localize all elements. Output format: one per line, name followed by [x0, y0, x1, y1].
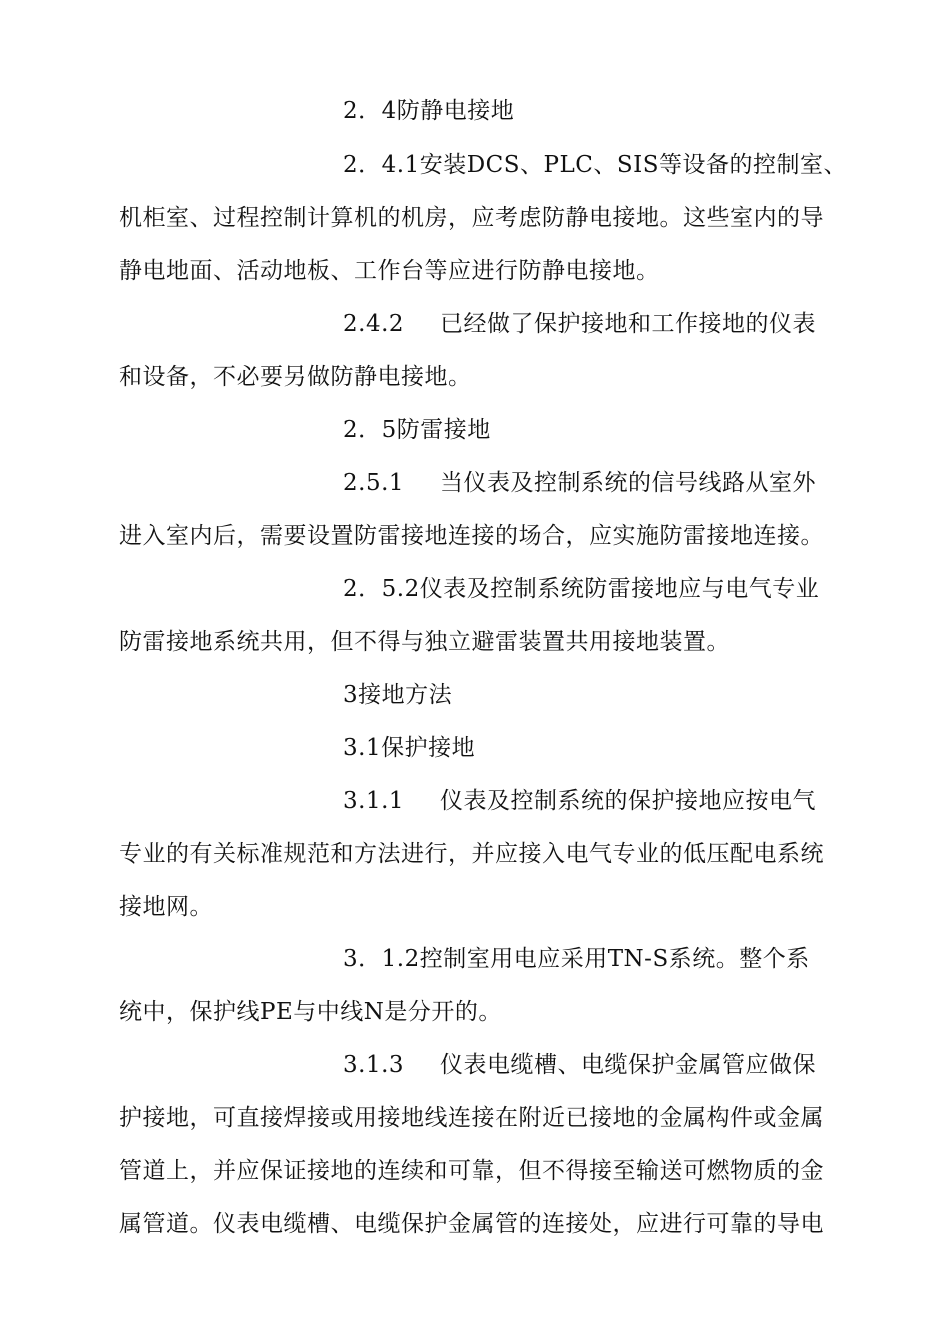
- paragraph-3-1-2-line-2: 统中，保护线PE与中线N是分开的。: [119, 999, 502, 1025]
- clause-text: 仪表电缆槽、电缆保护金属管应做保: [440, 1052, 817, 1078]
- paragraph-2-4-1-line-3: 静电地面、活动地板、工作台等应进行防静电接地。: [119, 258, 660, 284]
- paragraph-2-5-2-line-1: 2．5.2仪表及控制系统防雷接地应与电气专业: [343, 576, 820, 602]
- paragraph-3-1-1-line-2: 专业的有关标准规范和方法进行，并应接入电气专业的低压配电系统: [119, 841, 824, 867]
- clause-text: 当仪表及控制系统的信号线路从室外: [440, 470, 817, 496]
- paragraph-2-4-2-line-2: 和设备，不必要另做防静电接地。: [119, 364, 472, 390]
- clause-text: 已经做了保护接地和工作接地的仪表: [440, 311, 817, 337]
- paragraph-2-4-2-line-1: [343, 309, 816, 339]
- clause-number: 2.5.1: [343, 470, 405, 496]
- section-heading-2-4: 2．4防静电接地: [343, 98, 515, 124]
- clause-number: 3.1.3: [343, 1052, 405, 1078]
- clause-number: 3.1.1: [343, 788, 405, 814]
- paragraph-3-1-1-line-3: 接地网。: [119, 894, 213, 920]
- clause-text: 仪表及控制系统的保护接地应按电气: [440, 788, 817, 814]
- paragraph-2-5-2-line-2: 防雷接地系统共用，但不得与独立避雷装置共用接地装置。: [119, 629, 730, 655]
- paragraph-2-5-1-line-2: 进入室内后，需要设置防雷接地连接的场合，应实施防雷接地连接。: [119, 523, 824, 549]
- clause-number: 2.4.2: [343, 311, 405, 337]
- paragraph-3-1-1-line-1: [343, 786, 816, 816]
- section-heading-3: 3接地方法: [343, 682, 453, 708]
- paragraph-3-1-2-line-1: 3．1.2控制室用电应采用TN-S系统。整个系: [343, 946, 810, 972]
- paragraph-3-1-3-line-2: 护接地，可直接焊接或用接地线连接在附近已接地的金属构件或金属: [119, 1105, 824, 1131]
- section-heading-2-5: 2．5防雷接地: [343, 417, 491, 443]
- section-heading-3-1: 3.1保护接地: [343, 735, 476, 761]
- paragraph-2-4-1-line-2: 机柜室、过程控制计算机的机房，应考虑防静电接地。这些室内的导: [119, 205, 824, 231]
- paragraph-3-1-3-line-4: 属管道。仪表电缆槽、电缆保护金属管的连接处，应进行可靠的导电: [119, 1211, 824, 1237]
- paragraph-2-4-1-line-1: 2．4.1安装DCS、PLC、SIS等设备的控制室、: [343, 152, 847, 178]
- paragraph-3-1-3-line-3: 管道上，并应保证接地的连续和可靠，但不得接至输送可燃物质的金: [119, 1158, 824, 1184]
- paragraph-2-5-1-line-1: [343, 468, 816, 498]
- paragraph-3-1-3-line-1: [343, 1050, 816, 1080]
